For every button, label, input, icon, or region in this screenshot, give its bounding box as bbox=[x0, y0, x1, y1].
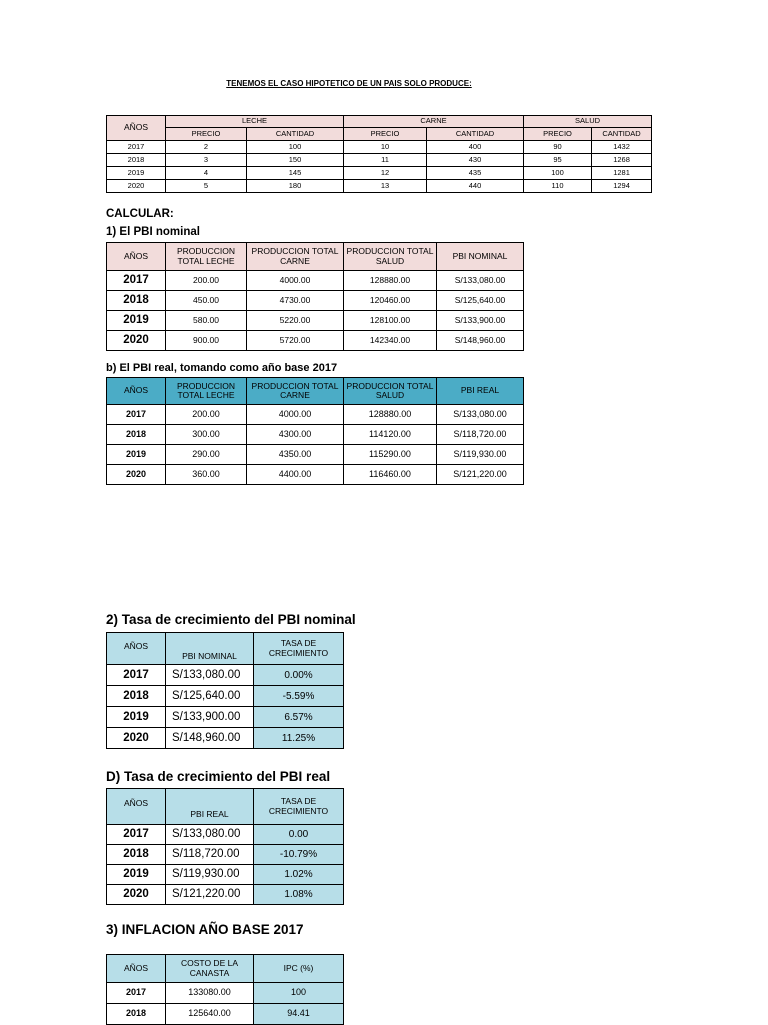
table-row bbox=[107, 686, 344, 707]
header-years: AÑOS bbox=[107, 243, 166, 271]
section-tasa-nominal: 2) Tasa de crecimiento del PBI nominal bbox=[106, 612, 356, 627]
table-cell: -10.79% bbox=[254, 845, 344, 865]
table-row bbox=[107, 311, 524, 331]
table-cell: 110 bbox=[524, 180, 592, 193]
sub-header-precio: PRECIO bbox=[344, 128, 427, 141]
tasa-nominal-table bbox=[106, 632, 344, 749]
table-row bbox=[107, 167, 652, 180]
table-cell: 94.41 bbox=[254, 1004, 344, 1025]
year-cell: 2020 bbox=[107, 885, 166, 905]
table-cell: S/125,640.00 bbox=[166, 686, 254, 707]
table-row bbox=[107, 728, 344, 749]
table-cell: -5.59% bbox=[254, 686, 344, 707]
table-cell: 13 bbox=[344, 180, 427, 193]
year-cell: 2018 bbox=[107, 845, 166, 865]
table-cell: 11.25% bbox=[254, 728, 344, 749]
year-cell: 2017 bbox=[107, 983, 166, 1004]
header-leche: PRODUCCION TOTAL LECHE bbox=[166, 378, 247, 405]
table-row bbox=[107, 154, 652, 167]
year-cell: 2018 bbox=[107, 425, 166, 445]
table-row bbox=[107, 983, 344, 1004]
table-row bbox=[107, 845, 344, 865]
table-row bbox=[107, 141, 652, 154]
table-cell: S/125,640.00 bbox=[437, 291, 524, 311]
table-cell: 115290.00 bbox=[344, 445, 437, 465]
table-cell: 290.00 bbox=[166, 445, 247, 465]
group-header-carne: CARNE bbox=[344, 116, 524, 128]
table-cell: 430 bbox=[427, 154, 524, 167]
table-row bbox=[107, 885, 344, 905]
table-cell: 150 bbox=[247, 154, 344, 167]
sub-header-cantidad: CANTIDAD bbox=[592, 128, 652, 141]
table-cell: 440 bbox=[427, 180, 524, 193]
table-cell: S/133,900.00 bbox=[166, 707, 254, 728]
year-cell: 2017 bbox=[107, 405, 166, 425]
year-cell: 2018 bbox=[107, 1004, 166, 1025]
table-row bbox=[107, 825, 344, 845]
table-cell: 580.00 bbox=[166, 311, 247, 331]
table-cell: S/133,900.00 bbox=[437, 311, 524, 331]
table-cell: 2 bbox=[166, 141, 247, 154]
year-cell: 2020 bbox=[107, 465, 166, 485]
group-header-salud: SALUD bbox=[524, 116, 652, 128]
table-cell: 10 bbox=[344, 141, 427, 154]
table-cell: 120460.00 bbox=[344, 291, 437, 311]
year-cell: 2020 bbox=[107, 728, 166, 749]
table-row bbox=[107, 331, 524, 351]
table-cell: 95 bbox=[524, 154, 592, 167]
group-header-leche: LECHE bbox=[166, 116, 344, 128]
table-cell: 4730.00 bbox=[247, 291, 344, 311]
table-row bbox=[107, 465, 524, 485]
header-costo: COSTO DE LA CANASTA bbox=[166, 955, 254, 983]
table-cell: S/133,080.00 bbox=[437, 405, 524, 425]
inflacion-table bbox=[106, 954, 344, 1025]
table-cell: 1.08% bbox=[254, 885, 344, 905]
header-pbi-nominal: PBI NOMINAL bbox=[166, 633, 254, 665]
header-years: AÑOS bbox=[107, 633, 166, 665]
table-cell: 100 bbox=[247, 141, 344, 154]
header-years: AÑOS bbox=[107, 378, 166, 405]
table-cell: S/148,960.00 bbox=[166, 728, 254, 749]
production-table bbox=[106, 115, 652, 193]
table-cell: S/133,080.00 bbox=[166, 665, 254, 686]
year-cell: 2019 bbox=[107, 445, 166, 465]
page-title: TENEMOS EL CASO HIPOTETICO DE UN PAIS SOLO PRODUCE: bbox=[226, 79, 472, 88]
header-tasa: TASA DE CRECIMIENTO bbox=[254, 789, 344, 825]
year-cell: 2018 bbox=[107, 686, 166, 707]
table-cell: 2017 bbox=[107, 141, 166, 154]
header-tasa: TASA DE CRECIMIENTO bbox=[254, 633, 344, 665]
table-cell: 450.00 bbox=[166, 291, 247, 311]
section-tasa-real: D) Tasa de crecimiento del PBI real bbox=[106, 769, 331, 784]
table-row bbox=[107, 291, 524, 311]
table-cell: 5220.00 bbox=[247, 311, 344, 331]
table-cell: 128100.00 bbox=[344, 311, 437, 331]
header-ipc: IPC (%) bbox=[254, 955, 344, 983]
pbi-real-table bbox=[106, 377, 524, 485]
table-cell: 2019 bbox=[107, 167, 166, 180]
year-cell: 2018 bbox=[107, 291, 166, 311]
header-carne: PRODUCCION TOTAL CARNE bbox=[247, 378, 344, 405]
year-header: AÑOS bbox=[107, 116, 166, 141]
table-cell: 1268 bbox=[592, 154, 652, 167]
table-cell: 1281 bbox=[592, 167, 652, 180]
table-cell: 6.57% bbox=[254, 707, 344, 728]
table-cell: 125640.00 bbox=[166, 1004, 254, 1025]
sub-header-precio: PRECIO bbox=[166, 128, 247, 141]
table-row bbox=[107, 1004, 344, 1025]
table-cell: 0.00 bbox=[254, 825, 344, 845]
section-pbi-nominal: 1) El PBI nominal bbox=[106, 226, 200, 238]
pbi-nominal-table bbox=[106, 242, 524, 351]
table-row bbox=[107, 180, 652, 193]
table-cell: 12 bbox=[344, 167, 427, 180]
header-salud: PRODUCCION TOTAL SALUD bbox=[344, 243, 437, 271]
header-leche: PRODUCCION TOTAL LECHE bbox=[166, 243, 247, 271]
table-cell: 1294 bbox=[592, 180, 652, 193]
calcular-heading: CALCULAR: bbox=[106, 208, 174, 220]
table-cell: 4000.00 bbox=[247, 271, 344, 291]
table-cell: 4350.00 bbox=[247, 445, 344, 465]
section-inflacion: 3) INFLACION AÑO BASE 2017 bbox=[106, 922, 304, 937]
table-cell: 2018 bbox=[107, 154, 166, 167]
year-cell: 2017 bbox=[107, 665, 166, 686]
table-cell: 5 bbox=[166, 180, 247, 193]
table-row bbox=[107, 405, 524, 425]
section-pbi-real: b) El PBI real, tomando como año base 2017 bbox=[106, 362, 338, 374]
table-cell: 4000.00 bbox=[247, 405, 344, 425]
table-cell: S/118,720.00 bbox=[437, 425, 524, 445]
header-pbi-nominal: PBI NOMINAL bbox=[437, 243, 524, 271]
table-cell: S/119,930.00 bbox=[437, 445, 524, 465]
table-cell: 90 bbox=[524, 141, 592, 154]
table-cell: 4 bbox=[166, 167, 247, 180]
sub-header-cantidad: CANTIDAD bbox=[427, 128, 524, 141]
table-cell: 11 bbox=[344, 154, 427, 167]
table-cell: S/118,720.00 bbox=[166, 845, 254, 865]
table-cell: 200.00 bbox=[166, 405, 247, 425]
header-pbi-real: PBI REAL bbox=[437, 378, 524, 405]
table-cell: 0.00% bbox=[254, 665, 344, 686]
header-carne: PRODUCCION TOTAL CARNE bbox=[247, 243, 344, 271]
table-cell: 435 bbox=[427, 167, 524, 180]
table-cell: 3 bbox=[166, 154, 247, 167]
year-cell: 2019 bbox=[107, 311, 166, 331]
table-cell: 142340.00 bbox=[344, 331, 437, 351]
table-cell: 4300.00 bbox=[247, 425, 344, 445]
table-cell: 300.00 bbox=[166, 425, 247, 445]
table-cell: 128880.00 bbox=[344, 405, 437, 425]
year-cell: 2017 bbox=[107, 825, 166, 845]
table-cell: S/121,220.00 bbox=[166, 885, 254, 905]
table-cell: S/119,930.00 bbox=[166, 865, 254, 885]
table-row bbox=[107, 425, 524, 445]
sub-header-precio: PRECIO bbox=[524, 128, 592, 141]
table-cell: 100 bbox=[254, 983, 344, 1004]
sub-header-cantidad: CANTIDAD bbox=[247, 128, 344, 141]
table-cell: 400 bbox=[427, 141, 524, 154]
table-cell: S/133,080.00 bbox=[166, 825, 254, 845]
table-cell: 1.02% bbox=[254, 865, 344, 885]
table-row bbox=[107, 665, 344, 686]
table-cell: 116460.00 bbox=[344, 465, 437, 485]
table-cell: 180 bbox=[247, 180, 344, 193]
year-cell: 2020 bbox=[107, 331, 166, 351]
table-cell: 900.00 bbox=[166, 331, 247, 351]
table-cell: 145 bbox=[247, 167, 344, 180]
table-cell: S/133,080.00 bbox=[437, 271, 524, 291]
header-years: AÑOS bbox=[107, 955, 166, 983]
table-cell: 100 bbox=[524, 167, 592, 180]
table-cell: 128880.00 bbox=[344, 271, 437, 291]
table-cell: 360.00 bbox=[166, 465, 247, 485]
year-cell: 2017 bbox=[107, 271, 166, 291]
table-row bbox=[107, 707, 344, 728]
table-row bbox=[107, 445, 524, 465]
tasa-real-table bbox=[106, 788, 344, 905]
year-cell: 2019 bbox=[107, 865, 166, 885]
table-cell: S/121,220.00 bbox=[437, 465, 524, 485]
table-cell: 4400.00 bbox=[247, 465, 344, 485]
table-cell: S/148,960.00 bbox=[437, 331, 524, 351]
table-cell: 114120.00 bbox=[344, 425, 437, 445]
table-cell: 1432 bbox=[592, 141, 652, 154]
table-row bbox=[107, 271, 524, 291]
header-salud: PRODUCCION TOTAL SALUD bbox=[344, 378, 437, 405]
year-cell: 2019 bbox=[107, 707, 166, 728]
table-cell: 2020 bbox=[107, 180, 166, 193]
table-cell: 133080.00 bbox=[166, 983, 254, 1004]
table-cell: 5720.00 bbox=[247, 331, 344, 351]
header-pbi-real: PBI REAL bbox=[166, 789, 254, 825]
table-cell: 200.00 bbox=[166, 271, 247, 291]
header-years: AÑOS bbox=[107, 789, 166, 825]
table-row bbox=[107, 865, 344, 885]
